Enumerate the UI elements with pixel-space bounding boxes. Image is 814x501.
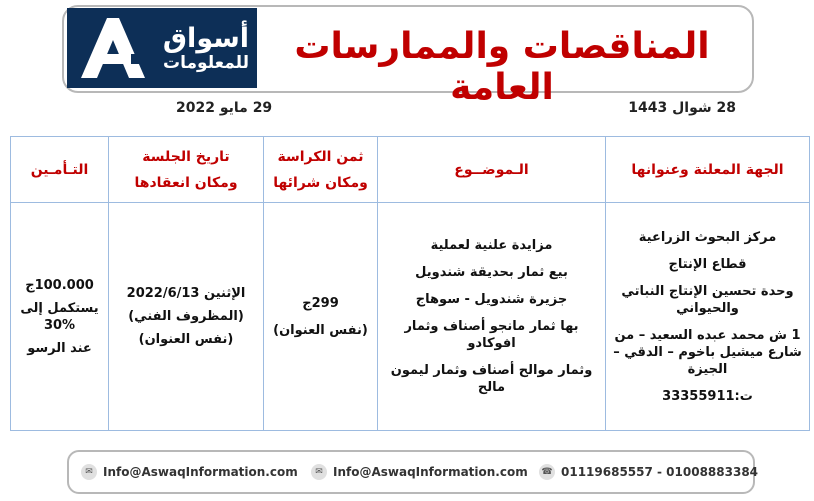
subject-line: وثمار موالح أصناف وثمار ليمون مالح [390,363,593,395]
header-entity-label: الجهة المعلنة وعنوانها [631,161,784,178]
cell-insurance [11,203,109,431]
cell-session [109,203,264,431]
logo-line1: أسواق [162,22,250,54]
insurance-amount: 100.000ج [25,277,94,293]
footer-email-2-text: Info@AswaqInformation.com [333,465,528,479]
logo-line2: للمعلومات [163,52,249,73]
header-session [109,137,264,203]
entity-address: 1 ش محمد عبده السعيد – من شارع ميشيل باخوم – الدقي – الجيزة [613,327,802,377]
subject-line: مزايدة علنية لعملية [430,238,553,253]
footer-email-2[interactable] [311,464,528,480]
subject-line: بيع ثمار بحديقة شندويل [415,265,568,280]
insurance-line: يستكمل إلى [20,300,99,316]
session-location: (نفس العنوان) [138,332,234,347]
insurance-line: عند الرسو [27,340,92,356]
subject-line: بها ثمار مانجو أصناف وثمار افوكادو [404,319,579,351]
aswaq-logo [67,8,257,88]
insurance-percent: 30% [43,317,76,333]
logo-a-mark-icon [67,8,155,88]
email-icon: ✉ [81,464,97,480]
header-price [264,137,378,203]
entity-phone: ت:33355911 [662,388,753,404]
footer-email-1-text: Info@AswaqInformation.com [103,465,298,479]
cell-subject [378,203,606,431]
cell-price [264,203,378,431]
phone-icon: ☎ [539,464,555,480]
footer-contact-bar [67,450,759,494]
footer-phones[interactable] [539,464,758,480]
header-subject-label: الـموضــوع [454,161,529,178]
header-entity [606,137,810,203]
footer-phones-text: 01119685557 - 01008883384 [561,465,759,479]
header-session-line2: ومكان انعقادها [134,174,238,191]
header-price-line2: ومكان شرائها [273,174,368,191]
page-title: المناقصات والممارسات العامة [294,26,710,108]
tenders-table [10,136,810,431]
entity-line: مركز البحوث الزراعية [638,229,777,245]
price-value: 299ج [302,295,339,311]
header-session-line1: تاريخ الجلسة [142,148,230,165]
header-insurance-label: التـأمـين [30,161,89,178]
logo-text [155,23,257,74]
header-price-line1: ثمن الكراسة [277,148,364,165]
footer-email-1[interactable] [81,464,298,480]
email-icon: ✉ [311,464,327,480]
subject-line: جزيرة شندويل - سوهاج [415,292,568,307]
entity-line: وحدة تحسين الإنتاج النباتي والحيواني [621,283,794,316]
cell-entity [606,203,810,431]
header-insurance [11,137,109,203]
hijri-date: 28 شوال 1443 [628,100,736,116]
session-envelope: (المظروف الفني) [128,309,244,324]
session-date: الإثنين 2022/6/13 [126,286,246,301]
table-row [11,203,810,431]
entity-line: قطاع الإنتاج [668,256,747,272]
header-subject [378,137,606,203]
price-location: (نفس العنوان) [273,322,368,338]
gregorian-date: 29 مايو 2022 [176,100,273,116]
table-header-row [11,137,810,203]
